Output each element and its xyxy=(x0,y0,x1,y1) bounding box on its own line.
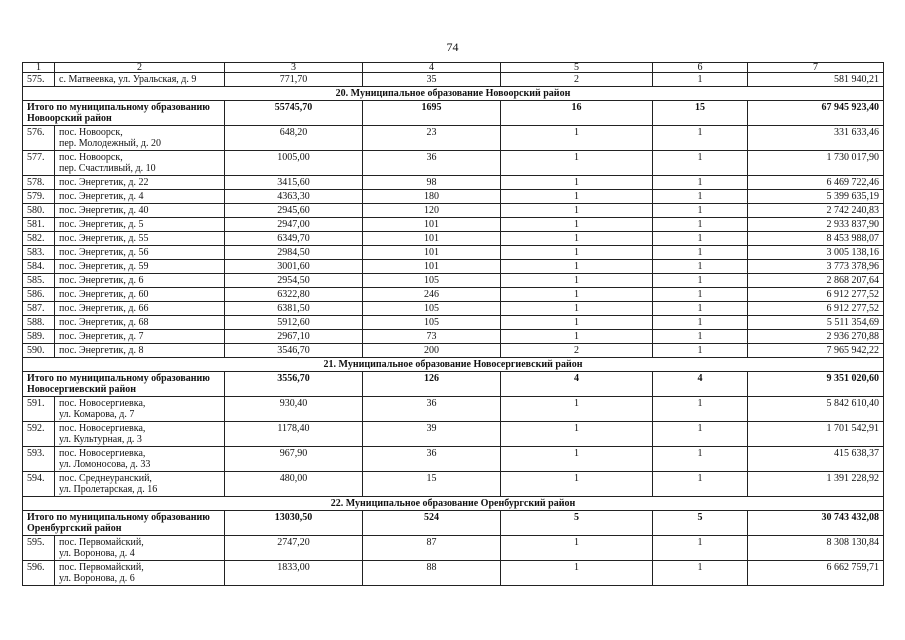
address-cell xyxy=(55,73,225,87)
area-cell: 2954,50 xyxy=(225,274,363,288)
total-count-a: 4 xyxy=(501,372,653,397)
count-b-cell: 1 xyxy=(653,73,748,87)
count-a-cell: 1 xyxy=(501,232,653,246)
count-b-cell: 1 xyxy=(653,218,748,232)
address-cell-line: пос. Новоорск, xyxy=(59,152,123,163)
total-cost: 67 945 923,40 xyxy=(748,101,884,126)
row-number: 590. xyxy=(23,344,55,358)
cost-cell: 5 842 610,40 xyxy=(748,397,884,422)
area-cell: 930,40 xyxy=(225,397,363,422)
total-label-line: Итого по муниципальному образованию xyxy=(27,512,210,523)
row-number: 588. xyxy=(23,316,55,330)
cost-cell: 8 453 988,07 xyxy=(748,232,884,246)
total-residents: 524 xyxy=(363,511,501,536)
cost-cell: 6 912 277,52 xyxy=(748,288,884,302)
residents-cell: 36 xyxy=(363,397,501,422)
cost-cell: 581 940,21 xyxy=(748,73,884,87)
address-cell-line: пер. Счастливый, д. 10 xyxy=(59,163,156,174)
column-header: 6 xyxy=(653,63,748,73)
table-row xyxy=(23,302,884,316)
address-cell-line: пос. Энергетик, д. 56 xyxy=(59,247,149,258)
residents-cell: 35 xyxy=(363,73,501,87)
total-label xyxy=(23,511,225,536)
count-b-cell: 1 xyxy=(653,260,748,274)
cost-cell: 5 399 635,19 xyxy=(748,190,884,204)
table-row xyxy=(23,422,884,447)
cost-cell: 2 868 207,64 xyxy=(748,274,884,288)
area-cell: 3546,70 xyxy=(225,344,363,358)
count-b-cell: 1 xyxy=(653,126,748,151)
residents-cell: 246 xyxy=(363,288,501,302)
area-cell: 2967,10 xyxy=(225,330,363,344)
row-number: 581. xyxy=(23,218,55,232)
cost-cell: 1 730 017,90 xyxy=(748,151,884,176)
area-cell: 2947,00 xyxy=(225,218,363,232)
count-a-cell: 1 xyxy=(501,330,653,344)
table-row xyxy=(23,330,884,344)
count-a-cell: 1 xyxy=(501,536,653,561)
residents-cell: 36 xyxy=(363,151,501,176)
residents-cell: 101 xyxy=(363,218,501,232)
total-residents: 126 xyxy=(363,372,501,397)
address-cell xyxy=(55,176,225,190)
address-cell-line: пос. Новосергиевка, xyxy=(59,423,146,434)
address-cell xyxy=(55,302,225,316)
total-label-line: Новоорский район xyxy=(27,113,112,124)
cost-cell: 331 633,46 xyxy=(748,126,884,151)
column-header-row xyxy=(23,63,884,73)
residents-cell: 180 xyxy=(363,190,501,204)
area-cell: 1833,00 xyxy=(225,561,363,586)
address-cell xyxy=(55,422,225,447)
count-b-cell: 1 xyxy=(653,204,748,218)
table-row xyxy=(23,151,884,176)
address-cell-line: ул. Воронова, д. 4 xyxy=(59,548,135,559)
area-cell: 2747,20 xyxy=(225,536,363,561)
address-cell-line: ул. Ломоносова, д. 33 xyxy=(59,459,151,470)
address-cell-line: пос. Новосергиевка, xyxy=(59,448,146,459)
address-cell-line: пос. Энергетик, д. 22 xyxy=(59,177,149,188)
area-cell: 2984,50 xyxy=(225,246,363,260)
residents-cell: 88 xyxy=(363,561,501,586)
count-a-cell: 1 xyxy=(501,472,653,497)
address-cell xyxy=(55,330,225,344)
count-b-cell: 1 xyxy=(653,316,748,330)
address-cell xyxy=(55,126,225,151)
register-table xyxy=(22,62,884,586)
table-row xyxy=(23,316,884,330)
address-cell-line: с. Матвеевка, ул. Уральская, д. 9 xyxy=(59,74,197,85)
count-a-cell: 1 xyxy=(501,151,653,176)
address-cell xyxy=(55,190,225,204)
total-label-line: Итого по муниципальному образованию xyxy=(27,102,210,113)
total-label xyxy=(23,372,225,397)
table-row xyxy=(23,536,884,561)
area-cell: 771,70 xyxy=(225,73,363,87)
count-a-cell: 1 xyxy=(501,190,653,204)
cost-cell: 3 005 138,16 xyxy=(748,246,884,260)
count-a-cell: 1 xyxy=(501,302,653,316)
count-a-cell: 1 xyxy=(501,397,653,422)
residents-cell: 105 xyxy=(363,316,501,330)
table-row xyxy=(23,288,884,302)
total-label-line: Новосергиевский район xyxy=(27,384,136,395)
address-cell-line: пос. Энергетик, д. 8 xyxy=(59,345,144,356)
residents-cell: 200 xyxy=(363,344,501,358)
table-row xyxy=(23,344,884,358)
residents-cell: 39 xyxy=(363,422,501,447)
residents-cell: 73 xyxy=(363,330,501,344)
address-cell-line: пос. Энергетик, д. 6 xyxy=(59,275,144,286)
address-cell-line: пос. Первомайский, xyxy=(59,537,144,548)
total-row xyxy=(23,372,884,397)
cost-cell: 6 912 277,52 xyxy=(748,302,884,316)
area-cell: 4363,30 xyxy=(225,190,363,204)
count-b-cell: 1 xyxy=(653,561,748,586)
area-cell: 6381,50 xyxy=(225,302,363,316)
address-cell xyxy=(55,288,225,302)
total-area: 13030,50 xyxy=(225,511,363,536)
cost-cell: 1 701 542,91 xyxy=(748,422,884,447)
section-title: 22. Муниципальное образование Оренбургский район xyxy=(23,497,884,511)
area-cell: 480,00 xyxy=(225,472,363,497)
row-number: 578. xyxy=(23,176,55,190)
total-label-line: Оренбургский район xyxy=(27,523,122,534)
row-number: 576. xyxy=(23,126,55,151)
column-header: 1 xyxy=(23,63,55,73)
count-b-cell: 1 xyxy=(653,232,748,246)
address-cell xyxy=(55,316,225,330)
count-a-cell: 1 xyxy=(501,561,653,586)
address-cell xyxy=(55,218,225,232)
row-number: 586. xyxy=(23,288,55,302)
row-number: 584. xyxy=(23,260,55,274)
area-cell: 6322,80 xyxy=(225,288,363,302)
row-number: 589. xyxy=(23,330,55,344)
count-a-cell: 1 xyxy=(501,316,653,330)
count-b-cell: 1 xyxy=(653,397,748,422)
area-cell: 5912,60 xyxy=(225,316,363,330)
row-number: 587. xyxy=(23,302,55,316)
table-body xyxy=(23,63,884,586)
count-b-cell: 1 xyxy=(653,176,748,190)
table-row xyxy=(23,190,884,204)
address-cell-line: пос. Энергетик, д. 5 xyxy=(59,219,144,230)
address-cell-line: пос. Энергетик, д. 68 xyxy=(59,317,149,328)
residents-cell: 15 xyxy=(363,472,501,497)
address-cell-line: пос. Энергетик, д. 7 xyxy=(59,331,144,342)
address-cell xyxy=(55,260,225,274)
address-cell-line: пос. Первомайский, xyxy=(59,562,144,573)
row-number: 591. xyxy=(23,397,55,422)
row-number: 595. xyxy=(23,536,55,561)
section-heading-row xyxy=(23,497,884,511)
address-cell xyxy=(55,344,225,358)
table-row xyxy=(23,447,884,472)
area-cell: 3415,60 xyxy=(225,176,363,190)
residents-cell: 105 xyxy=(363,274,501,288)
count-b-cell: 1 xyxy=(653,344,748,358)
total-cost: 30 743 432,08 xyxy=(748,511,884,536)
address-cell xyxy=(55,561,225,586)
cost-cell: 6 469 722,46 xyxy=(748,176,884,190)
table-row xyxy=(23,397,884,422)
count-a-cell: 1 xyxy=(501,246,653,260)
address-cell xyxy=(55,204,225,218)
address-cell-line: пос. Энергетик, д. 4 xyxy=(59,191,144,202)
table-row xyxy=(23,246,884,260)
count-b-cell: 1 xyxy=(653,190,748,204)
address-cell-line: пос. Энергетик, д. 40 xyxy=(59,205,149,216)
residents-cell: 101 xyxy=(363,260,501,274)
table-row xyxy=(23,232,884,246)
residents-cell: 105 xyxy=(363,302,501,316)
address-cell-line: пос. Энергетик, д. 55 xyxy=(59,233,149,244)
count-b-cell: 1 xyxy=(653,472,748,497)
section-heading-row xyxy=(23,358,884,372)
residents-cell: 101 xyxy=(363,232,501,246)
total-label-line: Итого по муниципальному образованию xyxy=(27,373,210,384)
address-cell xyxy=(55,232,225,246)
address-cell-line: пос. Энергетик, д. 59 xyxy=(59,261,149,272)
cost-cell: 2 936 270,88 xyxy=(748,330,884,344)
count-b-cell: 1 xyxy=(653,246,748,260)
count-a-cell: 1 xyxy=(501,204,653,218)
column-header: 2 xyxy=(55,63,225,73)
address-cell-line: пос. Новосергиевка, xyxy=(59,398,146,409)
total-count-b: 4 xyxy=(653,372,748,397)
total-count-a: 16 xyxy=(501,101,653,126)
total-count-a: 5 xyxy=(501,511,653,536)
table-row xyxy=(23,176,884,190)
area-cell: 6349,70 xyxy=(225,232,363,246)
total-row xyxy=(23,101,884,126)
row-number: 575. xyxy=(23,73,55,87)
address-cell-line: пос. Среднеуранский, xyxy=(59,473,152,484)
residents-cell: 101 xyxy=(363,246,501,260)
table-row xyxy=(23,274,884,288)
column-header: 3 xyxy=(225,63,363,73)
cost-cell: 5 511 354,69 xyxy=(748,316,884,330)
address-cell xyxy=(55,472,225,497)
total-residents: 1695 xyxy=(363,101,501,126)
column-header: 7 xyxy=(748,63,884,73)
row-number: 580. xyxy=(23,204,55,218)
table-row xyxy=(23,204,884,218)
area-cell: 648,20 xyxy=(225,126,363,151)
address-cell-line: пос. Энергетик, д. 66 xyxy=(59,303,149,314)
count-a-cell: 1 xyxy=(501,126,653,151)
cost-cell: 2 933 837,90 xyxy=(748,218,884,232)
address-cell xyxy=(55,246,225,260)
count-b-cell: 1 xyxy=(653,274,748,288)
table-row xyxy=(23,126,884,151)
row-number: 596. xyxy=(23,561,55,586)
total-row xyxy=(23,511,884,536)
address-cell-line: ул. Воронова, д. 6 xyxy=(59,573,135,584)
count-b-cell: 1 xyxy=(653,422,748,447)
page-number: 74 xyxy=(446,40,459,54)
row-number: 585. xyxy=(23,274,55,288)
address-cell xyxy=(55,536,225,561)
section-title: 20. Муниципальное образование Новоорский район xyxy=(23,87,884,101)
address-cell xyxy=(55,447,225,472)
area-cell: 3001,60 xyxy=(225,260,363,274)
row-number: 577. xyxy=(23,151,55,176)
count-a-cell: 1 xyxy=(501,176,653,190)
column-header: 4 xyxy=(363,63,501,73)
address-cell-line: ул. Культурная, д. 3 xyxy=(59,434,142,445)
total-cost: 9 351 020,60 xyxy=(748,372,884,397)
table-row xyxy=(23,218,884,232)
total-label xyxy=(23,101,225,126)
address-cell-line: ул. Комарова, д. 7 xyxy=(59,409,135,420)
total-count-b: 5 xyxy=(653,511,748,536)
address-cell-line: пер. Молодежный, д. 20 xyxy=(59,138,161,149)
total-area: 3556,70 xyxy=(225,372,363,397)
residents-cell: 87 xyxy=(363,536,501,561)
count-a-cell: 1 xyxy=(501,447,653,472)
cost-cell: 2 742 240,83 xyxy=(748,204,884,218)
count-a-cell: 1 xyxy=(501,288,653,302)
address-cell-line: пос. Энергетик, д. 60 xyxy=(59,289,149,300)
row-number: 593. xyxy=(23,447,55,472)
address-cell xyxy=(55,397,225,422)
cost-cell: 1 391 228,92 xyxy=(748,472,884,497)
count-b-cell: 1 xyxy=(653,330,748,344)
table-row xyxy=(23,73,884,87)
count-b-cell: 1 xyxy=(653,288,748,302)
table-row xyxy=(23,561,884,586)
count-b-cell: 1 xyxy=(653,302,748,316)
address-cell xyxy=(55,274,225,288)
residents-cell: 36 xyxy=(363,447,501,472)
total-count-b: 15 xyxy=(653,101,748,126)
count-b-cell: 1 xyxy=(653,536,748,561)
count-a-cell: 1 xyxy=(501,260,653,274)
count-a-cell: 1 xyxy=(501,218,653,232)
address-cell-line: ул. Пролетарская, д. 16 xyxy=(59,484,158,495)
count-a-cell: 1 xyxy=(501,422,653,447)
residents-cell: 120 xyxy=(363,204,501,218)
address-cell xyxy=(55,151,225,176)
table-row xyxy=(23,472,884,497)
table-row xyxy=(23,260,884,274)
area-cell: 1005,00 xyxy=(225,151,363,176)
column-header: 5 xyxy=(501,63,653,73)
residents-cell: 98 xyxy=(363,176,501,190)
area-cell: 1178,40 xyxy=(225,422,363,447)
count-a-cell: 2 xyxy=(501,344,653,358)
area-cell: 2945,60 xyxy=(225,204,363,218)
area-cell: 967,90 xyxy=(225,447,363,472)
count-b-cell: 1 xyxy=(653,447,748,472)
cost-cell: 7 965 942,22 xyxy=(748,344,884,358)
row-number: 594. xyxy=(23,472,55,497)
count-a-cell: 1 xyxy=(501,274,653,288)
row-number: 582. xyxy=(23,232,55,246)
row-number: 583. xyxy=(23,246,55,260)
row-number: 592. xyxy=(23,422,55,447)
cost-cell: 8 308 130,84 xyxy=(748,536,884,561)
total-area: 55745,70 xyxy=(225,101,363,126)
address-cell-line: пос. Новоорск, xyxy=(59,127,123,138)
cost-cell: 6 662 759,71 xyxy=(748,561,884,586)
section-title: 21. Муниципальное образование Новосергиевский район xyxy=(23,358,884,372)
count-a-cell: 2 xyxy=(501,73,653,87)
cost-cell: 415 638,37 xyxy=(748,447,884,472)
cost-cell: 3 773 378,96 xyxy=(748,260,884,274)
section-heading-row xyxy=(23,87,884,101)
row-number: 579. xyxy=(23,190,55,204)
residents-cell: 23 xyxy=(363,126,501,151)
count-b-cell: 1 xyxy=(653,151,748,176)
